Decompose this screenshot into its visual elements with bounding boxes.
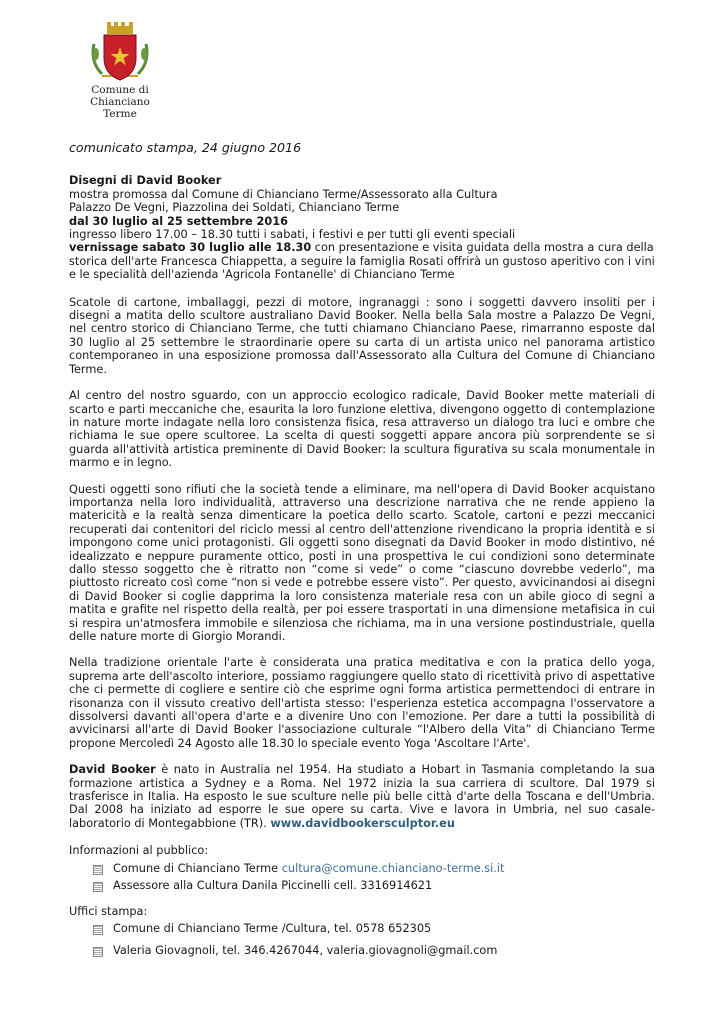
paragraph-3: Questi oggetti sono rifiuti che la società tende a eliminare, ma nell'opera di David Booker acquistano importanza nella loro individualità, attraverso una descrizione narrativa che ne rende appieno la matericità e la realtà senza dimenticare la poetica dello scarto. Scatole, cartoni e pezzi meccanici recuperati dai contenitori del riciclo messi al centro dell'attenzione rivendicano la propria identità e si impongono come unici protagonisti. Gli oggetti sono disegnati da David Booker in modo distintivo, né idealizzato e neppure puramente ottico, posti in una prospettiva le cui condizioni sono determinate dallo stesso soggetto che è ritratto non “come si vede” o come “ciascuno dovrebbe vederlo”, ma piuttosto ricreato così come “non si vede e potrebbe essere visto”. Per questo, avvicinandosi ai disegni di David Booker si coglie dapprima la loro consistenza materiale resa con un abile gioco di segni a matita e grafite nel rispetto della realtà, per poi essere trasportati in una dimensione metafisica in cui si respira un'atmosfera immobile e silenziosa che richiama, ma in una versione postindustriale, quella delle nature morte di Giorgio Morandi. <box>69 482 655 643</box>
municipality-logo <box>72 22 168 120</box>
opening-hours: ingresso libero 17.00 – 18.30 tutti i sabati, i festivi e per tutti gli eventi speciali <box>69 228 516 242</box>
paragraph-2: Al centro del nostro sguardo, con un approccio ecologico radicale, David Booker mette materiali di scarto e parti meccaniche che, esaurita la loro funzione elettiva, divengono oggetto di contemplazione in nature morte indagate nella loro consistenza fisica, resa attraverso un dialogo tra luci e ombre che richiama le sue opere scultoree. La scelta di questi soggetti appare ancora più sorprendente se si guarda all'attività artistica preminente di David Booker: la scultura figurativa su scala monumentale in marmo e in legno. <box>69 389 655 470</box>
bullet-icon <box>93 882 103 892</box>
exhibition-header <box>69 174 655 281</box>
exhibition-title: Disegni di David Booker <box>69 174 222 188</box>
press-release-body <box>69 141 655 967</box>
email-link[interactable]: cultura@comune.chianciano-terme.si.it <box>281 861 505 875</box>
bullet-icon <box>93 925 103 935</box>
paragraph-bio: David Booker è nato in Australia nel 1954. Ha studiato a Hobart in Tasmania completando la sua formazione artistica a Sydney e a Roma. Nel 1972 inizia la sua carriera di scultore. Dal 1979 si trasferisce in Italia. Ha esposto le sue sculture nelle più belle città d'arte della Toscana e dell'Umbria. Dal 2008 ha iniziato ad esporre le sue opere su carta. Vive e lavora in Umbria, nel suo casale-laboratorio di Montegabbione (TR). www.davidbookersculptor.eu <box>69 763 655 830</box>
artist-name: David Booker <box>69 763 156 777</box>
header-line-1: mostra promossa dal Comune di Chianciano Terme/Assessorato alla Cultura <box>69 187 498 201</box>
bullet-icon <box>93 947 103 957</box>
paragraph-4: Nella tradizione orientale l'arte è considerata una pratica meditativa e con la pratica dello yoga, suprema arte dell'ascolto interiore, possiamo raggiungere quello stato di ricettività privo di aspettative che ci permette di cogliere e sentire ciò che esprime ogni forma artistica permettendoci di entrare in risonanza con il vissuto creativo dell'artista stesso: l'esperienza estetica accompagna l'osservatore a dissolversi davanti all'opera d'arte e a divenire Uno con l'emozione. Per dare a tutti la possibilità di avvicinarsi all'arte di David Booker l'associazione culturale “l'Albero della Vita” di Chianciano Terme propone Mercoledì 24 Agosto alle 18.30 lo speciale evento Yoga 'Ascoltare l'Arte'. <box>69 656 655 750</box>
press-list <box>69 922 655 958</box>
exhibition-dates: dal 30 luglio al 25 settembre 2016 <box>69 214 289 228</box>
header-line-2: Palazzo De Vegni, Piazzolina dei Soldati, Chianciano Terme <box>69 201 400 215</box>
info-heading: Informazioni al pubblico: <box>69 844 209 858</box>
list-item: Comune di Chianciano Terme cultura@comune.chianciano-terme.si.it <box>93 862 655 875</box>
vernissage: vernissage sabato 30 luglio alle 18.30 con presentazione e visita guidata della mostra a cura della storica dell'arte Francesca Chiappetta, a seguire la famiglia Rosati offrirà un gustoso aperitivo con i vini e le specialità dell'azienda 'Agricola Fontanelle' di Chianciano Terme <box>69 241 655 282</box>
release-date: comunicato stampa, 24 giugno 2016 <box>69 140 302 155</box>
logo-line-2: Chianciano Terme <box>90 96 150 120</box>
list-item: Valeria Giovagnoli, tel. 346.4267044, valeria.giovagnoli@gmail.com <box>93 944 655 957</box>
list-item: Comune di Chianciano Terme /Cultura, tel. 0578 652305 <box>93 922 655 935</box>
artist-website-link[interactable]: www.davidbookersculptor.eu <box>270 816 455 830</box>
paragraph-1: Scatole di cartone, imballaggi, pezzi di motore, ingranaggi : sono i soggetti davvero insoliti per i disegni a matita dello scultore australiano David Booker. Nella bella Sala mostre a Palazzo De Vegni, nel centro storico di Chianciano Terme, che tutti chiamano Chianciano Paese, rimarranno esposte dal 30 luglio al 25 settembre le straordinarie opere su carta di un artista unico nel panorama artistico contemporaneo in una esposizione promossa dall'Assessorato alla Cultura del Comune di Chianciano Terme. <box>69 295 655 376</box>
logo-line-1: Comune di <box>91 84 149 96</box>
press-heading: Uffici stampa: <box>69 904 148 918</box>
bullet-icon <box>93 865 103 875</box>
coat-of-arms-icon <box>84 22 156 84</box>
list-item: Assessore alla Cultura Danila Piccinelli cell. 3316914621 <box>93 879 655 892</box>
info-list <box>69 862 655 893</box>
